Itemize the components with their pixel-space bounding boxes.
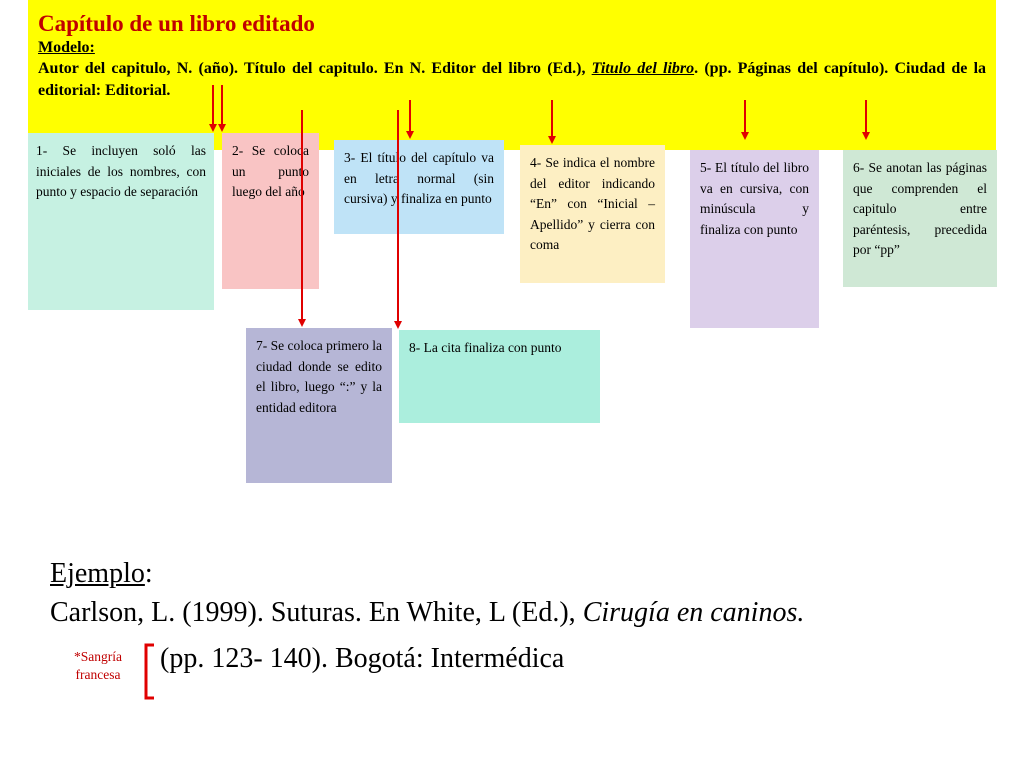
modelo-label: Modelo: bbox=[38, 39, 95, 56]
example-citation-line-2: (pp. 123- 140). Bogotá: Intermédica bbox=[160, 643, 565, 674]
example-book-title: Cirugía en caninos. bbox=[582, 597, 805, 628]
note-8-final-period: 8- La cita finaliza con punto bbox=[399, 330, 600, 423]
sangria-bracket bbox=[146, 645, 154, 698]
example-label: Ejemplo bbox=[50, 558, 145, 589]
note-2-year: 2- Se coloca un punto luego del año bbox=[222, 133, 319, 289]
model-citation-part1: Autor del capitulo, N. (año). Título del capitulo. En N. Editor del libro (Ed.), bbox=[38, 60, 592, 77]
note-5-book-title: 5- El título del libro va en cursiva, con minúscula y finaliza con punto bbox=[690, 150, 819, 328]
note-4-editor: 4- Se indica el nombre del editor indicando “En” con “Inicial – Apellido” y cierra con coma bbox=[520, 145, 665, 283]
sangria-francesa-note: *Sangría francesa bbox=[74, 649, 122, 682]
note-3-chapter-title: 3- El título del capítulo va en letra normal (sin cursiva) y finaliza en punto bbox=[334, 140, 504, 234]
example-citation-line-1 bbox=[50, 593, 1010, 633]
example-heading bbox=[50, 557, 1010, 591]
page-title: Capítulo de un libro editado bbox=[38, 11, 315, 36]
note-7-city-publisher: 7- Se coloca primero la ciudad donde se edito el libro, luego “:” y la entidad editora bbox=[246, 328, 392, 483]
example-section bbox=[50, 557, 1010, 633]
note-6-pages: 6- Se anotan las páginas que comprenden el capitulo entre paréntesis, precedida por “pp” bbox=[843, 150, 997, 287]
example-citation-part1: Carlson, L. (1999). Suturas. En White, L (Ed.), bbox=[50, 597, 583, 628]
model-header bbox=[28, 0, 996, 150]
model-citation-book-title: Titulo del libro bbox=[591, 60, 695, 77]
note-1-initials: 1- Se incluyen soló las iniciales de los nombres, con punto y espacio de separación bbox=[28, 133, 214, 310]
example-label-colon: : bbox=[144, 558, 153, 589]
model-citation bbox=[38, 58, 986, 102]
model-citation-part2: . (pp. Páginas del capítulo). Ciudad de la editorial: Editorial. bbox=[38, 60, 987, 99]
